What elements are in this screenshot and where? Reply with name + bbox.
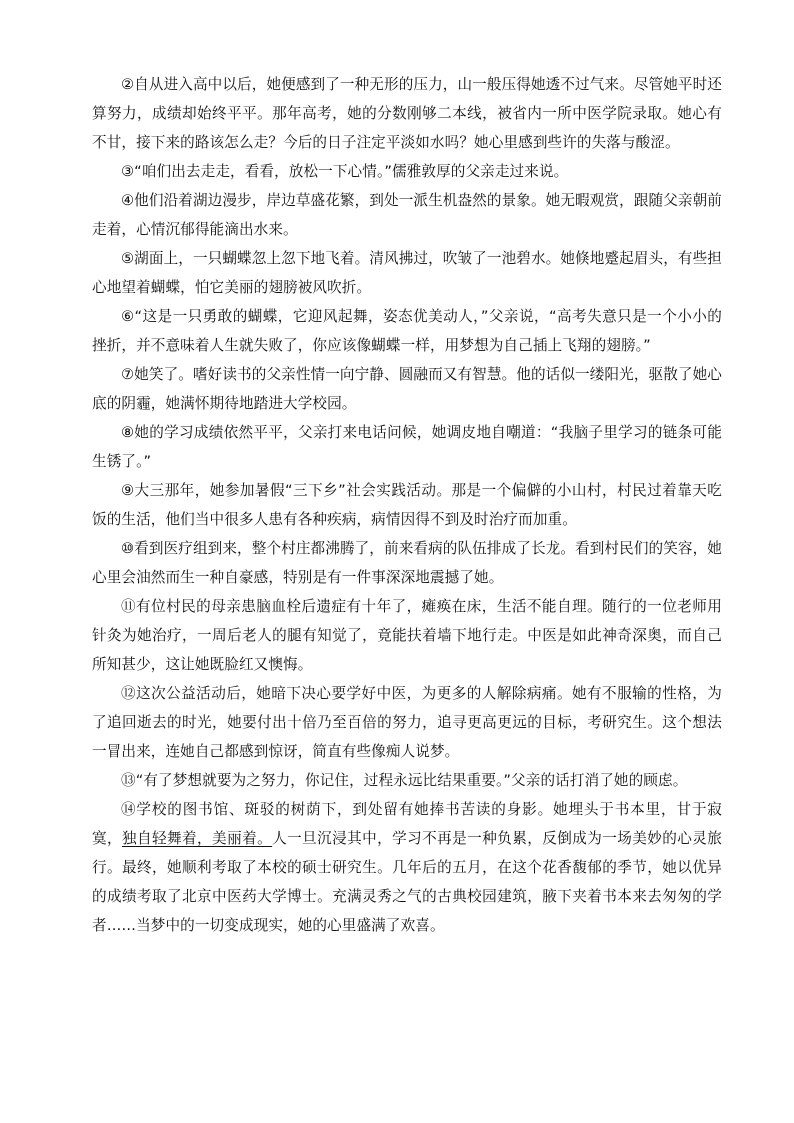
paragraph-10: ⑩看到医疗组到来，整个村庄都沸腾了，前来看病的队伍排成了长龙。看到村民们的笑容，她心里会油然而生一种自豪感，特别是有一件事深深地震撼了她。 <box>92 540 722 586</box>
paragraph-14-before: ⑭学校的图书馆、斑驳的树荫下，到处留有她捧书苦读的身影。她埋头于书本里，甘于寂寞， <box>92 801 722 847</box>
paragraph-13: ⑬“有了梦想就要为之努力，你记住，过程永远比结果重要。”父亲的话打消了她的顾虑。 <box>121 772 688 789</box>
paragraph-5: ⑤湖面上，一只蝴蝶忽上忽下地飞着。清风拂过，吹皱了一池碧水。她倏地蹙起眉头，有些担心地望着蝴蝶，怕它美丽的翅膀被风吹折。 <box>92 250 722 296</box>
paragraph-14 <box>92 795 722 940</box>
paragraph-6: ⑥“这是一只勇敢的蝴蝶，它迎风起舞，姿态优美动人，”父亲说，“高考失意只是一个小小的挫折，并不意味着人生就失败了，你应该像蝴蝶一样，用梦想为自己插上飞翔的翅膀。” <box>92 308 722 354</box>
paragraph-3: ③“咱们出去走走，看看，放松一下心情。”儒雅敦厚的父亲走过来说。 <box>121 163 569 180</box>
paragraph-9: ⑨大三那年，她参加暑假“三下乡”社会实践活动。那是一个偏僻的小山村，村民过着靠天吃饭的生活，他们当中很多人患有各种疾病，病情因得不到及时治疗而加重。 <box>92 482 722 528</box>
paragraph-4: ④他们沿着湖边漫步，岸边草盛花繁，到处一派生机盎然的景象。她无暇观赏，跟随父亲朝前走着，心情沉郁得能滴出水来。 <box>92 192 722 238</box>
paragraph-11: ⑪有位村民的母亲患脑血栓后遗症有十年了，瘫痪在床，生活不能自理。随行的一位老师用针灸为她治疗，一周后老人的腿有知觉了，竟能扶着墙下地行走。中医是如此神奇深奥，而自己所知甚少，这让她既脸红又懊悔。 <box>92 598 722 673</box>
paragraph-2: ②自从进入高中以后，她便感到了一种无形的压力，山一般压得她透不过气来。尽管她平时还算努力，成绩却始终平平。那年高考，她的分数刚够二本线，被省内一所中医学院录取。她心有不甘，接下来的路该怎么走？今后的日子注定平淡如水吗？她心里感到些许的失落与酸涩。 <box>92 76 722 151</box>
paragraph-8: ⑧她的学习成绩依然平平，父亲打来电话问候，她调皮地自嘲道：“我脑子里学习的链条可能生锈了。” <box>92 424 722 470</box>
underlined-phrase: 独自轻舞着，美丽着。 <box>122 830 273 847</box>
article-body <box>92 70 722 940</box>
paragraph-14-after: 人一旦沉浸其中，学习不再是一种负累，反倒成为一场美妙的心灵旅行。最终，她顺利考取了本校的硕士研究生。几年后的五月，在这个花香馥郁的季节，她以优异的成绩考取了北京中医药大学博士。充满灵秀之气的古典校园建筑，腋下夹着书本来去匆匆的学者……当梦中的一切变成现实，她的心里盛满了欢喜。 <box>92 830 722 934</box>
paragraph-7: ⑦她笑了。嗜好读书的父亲性情一向宁静、圆融而又有智慧。他的话似一缕阳光，驱散了她心底的阴霾，她满怀期待地踏进大学校园。 <box>92 366 722 412</box>
paragraph-12: ⑫这次公益活动后，她暗下决心要学好中医，为更多的人解除病痛。她有不服输的性格，为了追回逝去的时光，她要付出十倍乃至百倍的努力，追寻更高更远的目标，考研究生。这个想法一冒出来，连她自己都感到惊讶，简直有些像痴人说梦。 <box>92 685 722 760</box>
